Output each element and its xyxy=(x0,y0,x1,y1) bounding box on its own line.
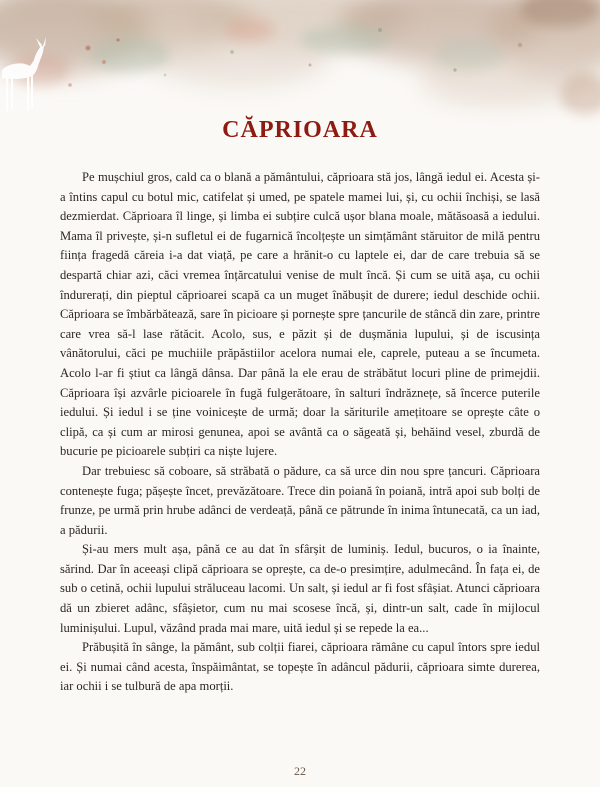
paragraph: Pe mușchiul gros, cald ca o blană a pământului, căprioara stă jos, lângă iedul ei. Acesta și-a întins capul cu botul mic, catifelat și umed, pe spatele mamei lui, și, cu ochii închiși, se lasă dezmierdat. Căprioara îl linge, și limba ei subțire culcă ușor blana moale, mătăsoasă a iedului. Mama îl privește, și-n sufletul ei de fugarnică încolțește un simțământ stăruitor de milă pentru ființa fragedă căreia i-a dat viață, pe care a hrănit-o cu laptele ei, dar de care trebuia să se despartă chiar azi, căci vremea înțărcatului venise de mult încă. Și cum se uită așa, cu ochii îndurerați, din pieptul căprioarei scapă ca un muget înăbușit de durere; iedul deschide ochii. Căprioara se îmbărbătează, sare în picioare și pornește spre țancurile de stâncă din zare, printre care vrea să-l lase rătăcit. Acolo, sus, e păzit și de dușmănia lupului, și de iscusința vânătorului, căci pe muchiile prăpăstiilor acelora numai ele, caprele, puteau a se încumeta. Acolo l-ar fi știut ca lângă dânsa. Dar până la ele erau de străbătut locuri pline de primejdii. Căprioara își azvârle picioarele în fugă fulgerătoare, în salturi îndrăznețe, să încerce puterile iedului. Și iedul i se ține voinicește de urmă; doar la săriturile amețitoare se oprește câte o clipă, ca și cum ar mirosi genunea, apoi se avântă ca o săgeată și, behăind vesel, zburdă de bucurie pe picioarele subțiri ca niște lujere. xyxy=(60,170,540,459)
paragraph: Prăbușită în sânge, la pământ, sub colții fiarei, căprioara rămâne cu capul întors spre iedul ei. Și numai când acesta, înspăimântat, se topește în adâncul pădurii, căprioara simte durerea, iar ochii i se tulbură de apa morții. xyxy=(60,640,540,694)
paragraph: Dar trebuiesc să coboare, să străbată o pădure, ca să urce din nou spre țancuri. Căprioara contenește fuga; pășește încet, prevăzătoare. Trece din poiană în poiană, intră apoi sub bolți de frunze, pe urmă prin hrube adânci de verdeață, până ce pătrunde în inima întunecată, ca un iad, a pădurii. xyxy=(60,463,540,537)
story-text xyxy=(60,168,540,697)
page-number: 22 xyxy=(294,764,306,778)
paragraph: Și-au mers mult așa, până ce au dat în sfârșit de luminiș. Iedul, bucuros, o ia înainte, sărind. Dar în aceeași clipă căprioara se oprește, ca de-o presimțire, adulmecând. În fața ei, de sub o cetină, ochii lupului străluceau lacomi. Un salt, și iedul ar fi fost sfâșiat. Atunci căprioara dă un zbieret adânc, sfâșietor, cum nu mai scosese încă, și, dintr-un salt, cade în mijlocul luminișului. Lupul, văzând prada mai mare, uită iedul și se repede la ea... xyxy=(60,542,540,635)
page-title: CĂPRIOARA xyxy=(222,117,378,143)
